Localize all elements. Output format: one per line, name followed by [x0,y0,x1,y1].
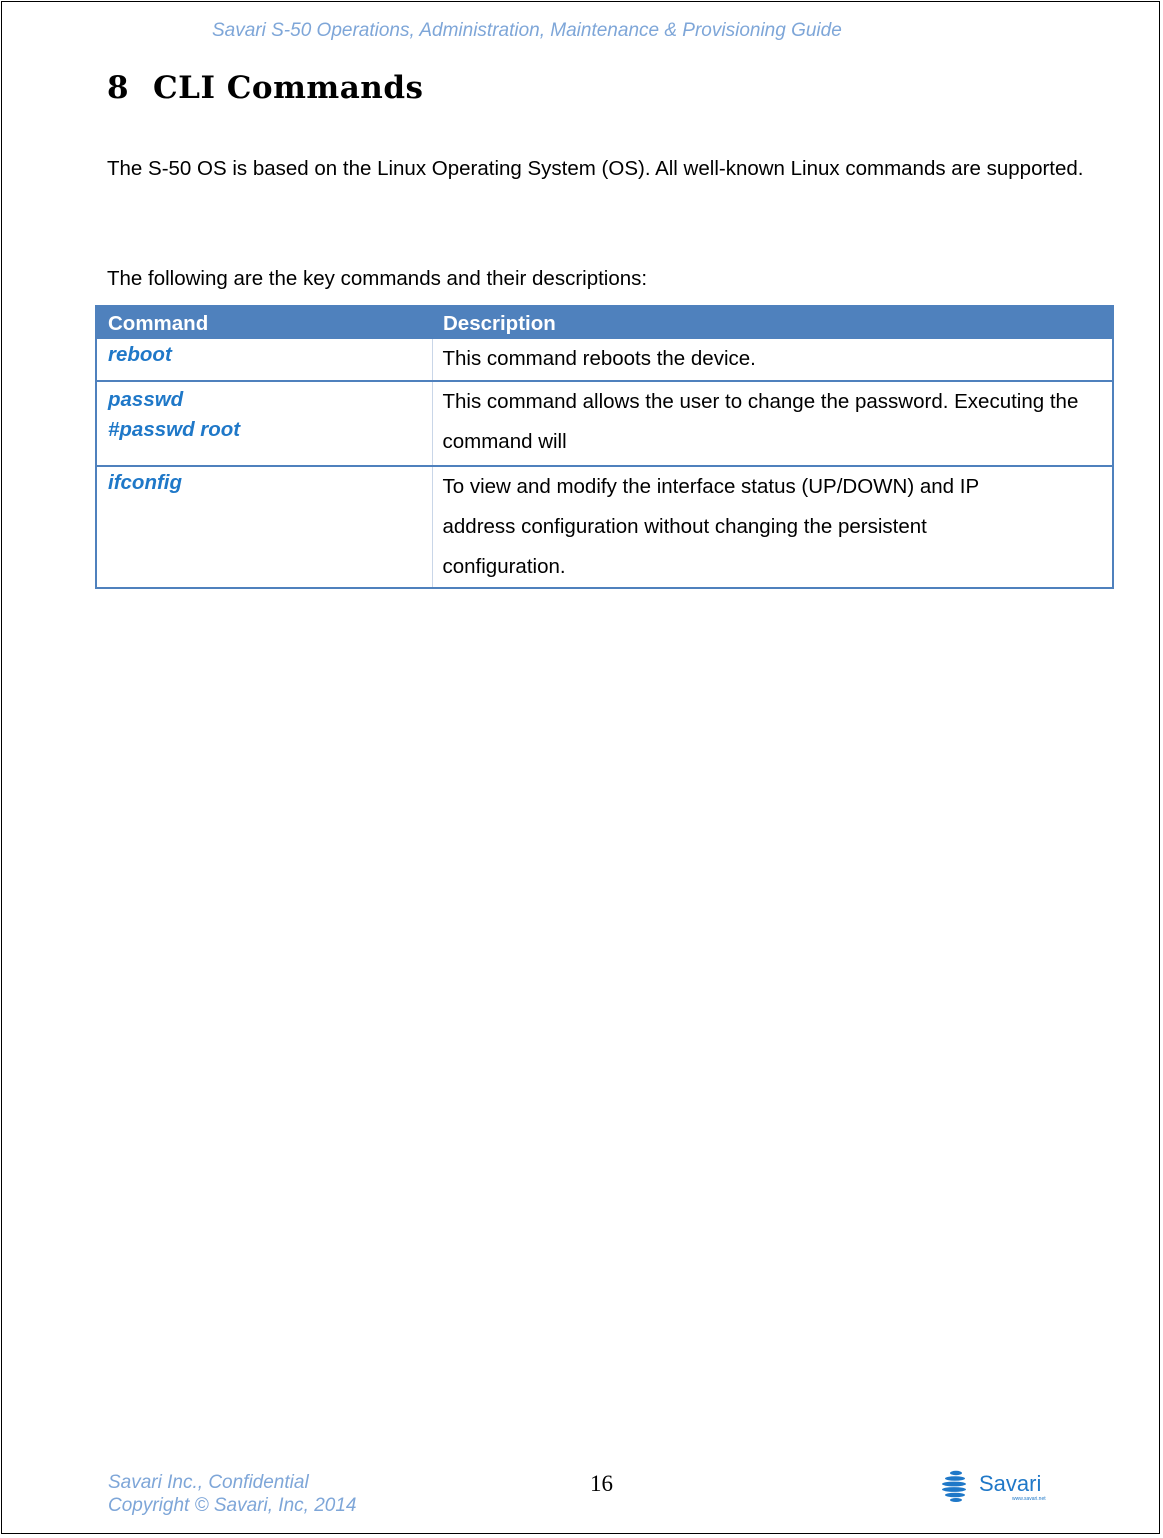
globe-icon [942,1471,966,1502]
logo-url: www.savari.net [1012,1496,1046,1502]
logo-wordmark: Savari [979,1471,1042,1496]
command-cell [96,339,432,381]
chapter-heading [107,70,423,106]
savari-logo [942,1466,1052,1506]
command-name: reboot [108,343,172,366]
chapter-title: CLI Commands [153,70,424,106]
description-cell: To view and modify the interface status (UP/DOWN) and IP address configuration without changing the persistent configuration. [432,466,1113,588]
table-header-row [96,306,1113,339]
intro-paragraph: The S-50 OS is based on the Linux Operating System (OS). All well-known Linux commands are supported. [107,157,1084,180]
command-cell [96,381,432,466]
command-example: #passwd root [108,418,241,441]
column-header-description: Description [432,306,1113,339]
table-row [96,381,1113,466]
description-cell: This command reboots the device. [432,339,1113,381]
footer-confidentiality [108,1471,356,1517]
table-row [96,339,1113,381]
command-cell [96,466,432,588]
footer-company: Savari Inc., Confidential [108,1472,309,1493]
chapter-number: 8 [107,70,130,106]
page-frame [1,1,1160,1534]
lead-in-paragraph: The following are the key commands and their descriptions: [107,267,648,290]
command-name: ifconfig [108,471,183,494]
table-row [96,466,1113,588]
page-number: 16 [590,1471,613,1496]
footer-copyright: Copyright © Savari, Inc, 2014 [108,1495,357,1516]
column-header-command: Command [96,306,432,339]
command-name: passwd [108,388,184,411]
description-cell: This command allows the user to change the password. Executing the command will [432,381,1113,466]
running-header: Savari S-50 Operations, Administration, Maintenance & Provisioning Guide [212,20,842,41]
commands-table [95,305,1114,589]
